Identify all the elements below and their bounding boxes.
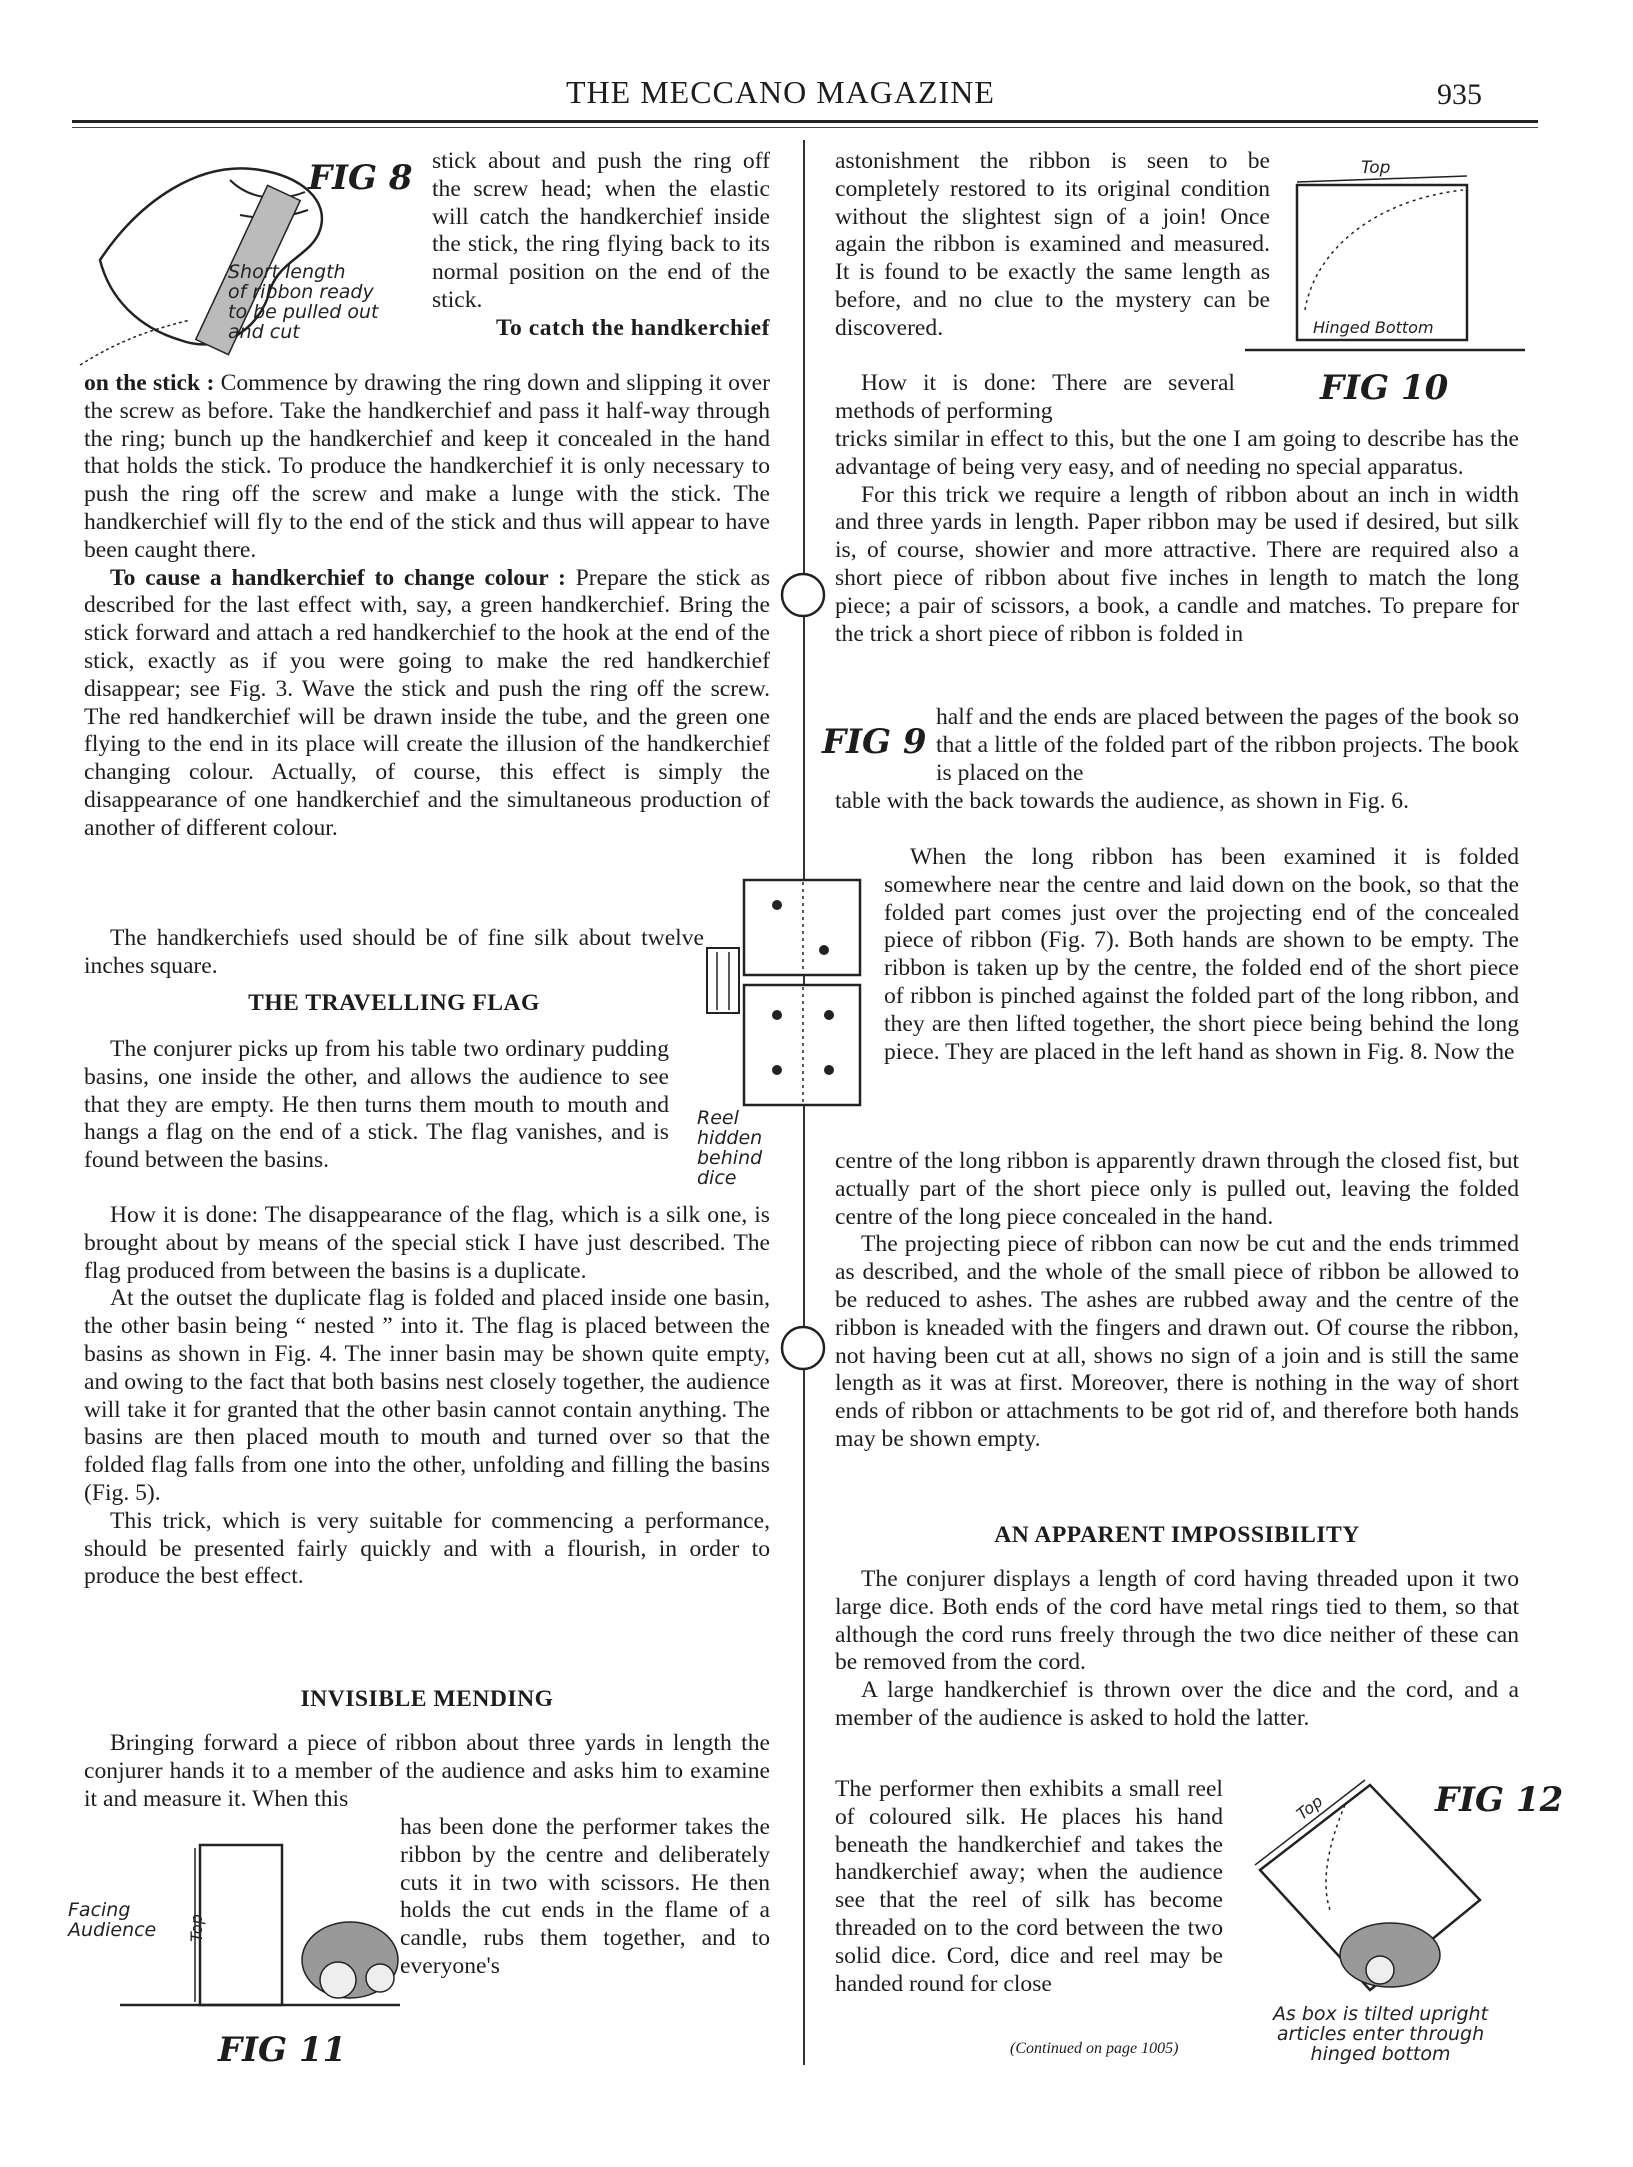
colour-heading: To cause a handkerchief to change colour : (110, 564, 566, 591)
paragraph: The conjurer displays a length of cord having threaded upon it two large dice. Both ends of the cord have metal rings tied to them, so that although the cord runs freely through the two dice neither of these can be removed from the cord. (835, 1566, 1519, 1676)
paragraph: For this trick we require a length of ribbon about an inch in width and three yards in length. Paper ribbon may be used if desired, but silk is, of course, showier and more attractive. There are required also a short piece of ribbon about five inches in length to match the long piece; a pair of scissors, a book, a candle and matches. To prepare for the trick a short piece of ribbon is folded in (835, 481, 1519, 647)
mending-wrap (400, 1814, 770, 1981)
fig11-facing-audience (68, 1900, 156, 1940)
fig11-side-line: Audience (68, 1919, 157, 1941)
fig11-label: FIG 11 (218, 2030, 347, 2070)
fig8-caption-line: to be pulled out (228, 301, 379, 323)
right-p1 (835, 148, 1270, 343)
paragraph: stick about and push the ring off the screw head; when the elastic will catch the handkerchief inside the stick, the ring flying back to its normal position on the end of the stick. (432, 148, 770, 313)
fig12-caption (1248, 2004, 1513, 2064)
flag-section-upper (84, 1036, 669, 1175)
right-p4-p5 (835, 1148, 1519, 1454)
invisible-mending-heading: INVISIBLE MENDING (300, 1686, 554, 1712)
page-number: 935 (1437, 78, 1482, 111)
fig12-label: FIG 12 (1435, 1780, 1564, 1820)
header-rule-thin (72, 127, 1538, 128)
magazine-title: THE MECCANO MAGAZINE (566, 74, 995, 110)
fig11-top-label: Top (186, 1914, 206, 1942)
continued-note: (Continued on page 1005) (1010, 2040, 1179, 2057)
right-p4-wrap (884, 844, 1519, 1066)
fig10-hinged-bottom-label: Hinged Bottom (1313, 318, 1434, 337)
fig12-top-label: Top (1292, 1791, 1327, 1824)
fig11-side-line: Facing (68, 1899, 131, 1921)
right-p3-wrap (936, 704, 1519, 787)
catch-heading-part1: To catch the handkerchief (495, 314, 770, 341)
fig8-label: FIG 8 (308, 158, 413, 198)
flag-section-lower (84, 1202, 770, 1591)
paragraph: astonishment the ribbon is seen to be completely restored to its original condition without the slightest sign of a join! Once again the ribbon is examined and measured. It is found to be exactly the same length as before, and no clue to the mystery can be discovered. (835, 148, 1270, 341)
fig10-illustration (1285, 150, 1525, 360)
right-p2-p3 (835, 426, 1519, 648)
mending-intro (84, 1730, 770, 1813)
fig8-caption-line: of ribbon ready (228, 281, 374, 303)
fig12-caption-line: hinged bottom (1310, 2043, 1451, 2065)
fig9-caption-line: behind (697, 1147, 763, 1169)
paragraph: half and the ends are placed between the pages of the book so that a little of the folded part of the ribbon projects. The book is placed on the (936, 704, 1519, 786)
paragraph: tricks similar in effect to this, but the one I am going to describe has the advantage of being very easy, and of needing no special apparatus. (835, 426, 1519, 480)
fig8-caption-line: and cut (228, 321, 300, 343)
header-rule (72, 120, 1538, 123)
paragraph: centre of the long ribbon is apparently drawn through the closed fist, but actually part of the short piece only is pulled out, leaving the folded centre of the long piece concealed in the hand. (835, 1148, 1519, 1230)
fig9-caption-line: hidden (697, 1127, 763, 1149)
paragraph: How it is done: The disappearance of the flag, which is a silk one, is brought about by means of the special stick I have just described. The flag produced from between the basins is a duplicate. (84, 1202, 770, 1284)
impossibility-heading: AN APPARENT IMPOSSIBILITY (994, 1522, 1360, 1548)
fig8-caption-line: Short length (228, 261, 346, 283)
paragraph: Prepare the stick as described for the last effect with, say, a green handkerchief. Bring the stick forward and attach a red handkerchief to the hook at the end of the stick, exactly as if you were going to make the red handkerchief disappear; see Fig. 3. Wave the stick and push the ring off the screw. The red handkerchief will be drawn inside the tube, and the green one flying to the end in its place will create the illusion of the handkerchief changing colour. Actually, of course, this effect is simply the disappearance of one handkerchief and the simultaneous production of another of different colour. (84, 564, 770, 841)
paragraph: The conjurer picks up from his table two ordinary pudding basins, one inside the other, and allows the audience to see that they are empty. He then turns them mouth to mouth and hangs a flag on the end of a stick. The flag vanishes, and is found between the basins. (84, 1036, 669, 1174)
paragraph: This trick, which is very suitable for commencing a performance, should be presented fairly quickly and with a flourish, in order to produce the best effect. (84, 1507, 770, 1590)
fig8-wrap-text (432, 148, 770, 343)
paragraph: How it is done: There are several methods of performing (835, 370, 1235, 424)
paragraph: At the outset the duplicate flag is folded and placed inside one basin, the other basin being “ nested ” into it. The flag is placed between the basins as shown in Fig. 4. The inner basin may be shown quite empty, and owing to the fact that both basins nest closely together, the audience will take it for granted that the other basin cannot contain anything. The basins are then placed mouth to mouth and turned over so that the folded flag falls from one into the other, unfolding and filling the basins (Fig. 5). (84, 1285, 770, 1506)
right-p3-end (835, 788, 1519, 816)
paragraph: The projecting piece of ribbon can now be cut and the ends trimmed as described, and the whole of the small piece of ribbon be allowed to be reduced to ashes. The ashes are rubbed away and the centre of the ribbon is kneaded with the fingers and drawn out. Of course the ribbon, not having been cut at all, shows no sign of a join and is still the same length as it was at first. Moreover, there is nothing in the way of short ends of ribbon or attachments to be got rid of, and therefore both hands may be shown empty. (835, 1231, 1519, 1452)
handkerchiefs-note (84, 925, 704, 981)
paragraph: The performer then exhibits a small reel of coloured silk. He places his hand beneath the handkerchief and takes the handkerchief away; when the audience see that the reel of silk has become threaded on to the cord between the two solid dice. Cord, dice and reel may be handed round for close (835, 1776, 1223, 1997)
right-p6-p7 (835, 1566, 1519, 1733)
fig10-top-label: Top (1361, 158, 1391, 178)
fig12-caption-line: As box is tilted upright (1272, 2003, 1489, 2025)
right-p2-start (835, 370, 1235, 426)
paragraph: table with the back towards the audience, as shown in Fig. 6. (835, 788, 1409, 814)
fig12-caption-line: articles enter through (1276, 2023, 1485, 2045)
left-column-body (84, 370, 770, 843)
right-p7-wrap (835, 1776, 1223, 1998)
paragraph: When the long ribbon has been examined it is folded somewhere near the centre and laid down on the book, so that the folded part comes just over the projecting end of the concealed piece of ribbon (Fig. 7). Both hands are shown to be empty. The ribbon is taken up by the centre, the folded end of the short piece of ribbon is pinched against the folded part of the long ribbon, and they are then lifted together, the short piece being behind the long piece. They are placed in the left hand as shown in Fig. 8. Now the (884, 844, 1519, 1065)
fig11-illustration (68, 1830, 400, 2060)
paragraph: A large handkerchief is thrown over the dice and the cord, and a member of the audience is asked to hold the latter. (835, 1677, 1519, 1731)
fig9-caption (697, 1108, 762, 1188)
fig9-caption-line: dice (697, 1167, 737, 1189)
paragraph: has been done the performer takes the ribbon by the centre and deliberately cuts it in two with scissors. He then holds the cut ends in the flame of a candle, rubs them together, and to everyone's (400, 1814, 770, 1979)
catch-heading-part2: on the stick : (84, 370, 215, 396)
paragraph: Bringing forward a piece of ribbon about three yards in length the conjurer hands it to a member of the audience and asks him to examine it and measure it. When this (84, 1730, 770, 1812)
fig11-box-drawing (80, 1830, 400, 2060)
fig8-caption (228, 262, 403, 342)
paragraph: Commence by drawing the ring down and slipping it over the screw as before. Take the handkerchief and pass it half-way through the ring; bunch up the handkerchief and keep it concealed in the hand that holds the stick. To produce the handkerchief it is only necessary to push the ring off the screw and make a lunge with the stick. The handkerchief will fly to the end of the stick and thus will appear to have been caught there. (84, 370, 770, 563)
paragraph: The handkerchiefs used should be of fine silk about twelve inches square. (84, 925, 704, 979)
fig9-caption-line: Reel (697, 1107, 739, 1129)
fig10-label: FIG 10 (1320, 368, 1449, 408)
fig9-label: FIG 9 (822, 722, 927, 762)
travelling-flag-heading: THE TRAVELLING FLAG (248, 990, 540, 1016)
